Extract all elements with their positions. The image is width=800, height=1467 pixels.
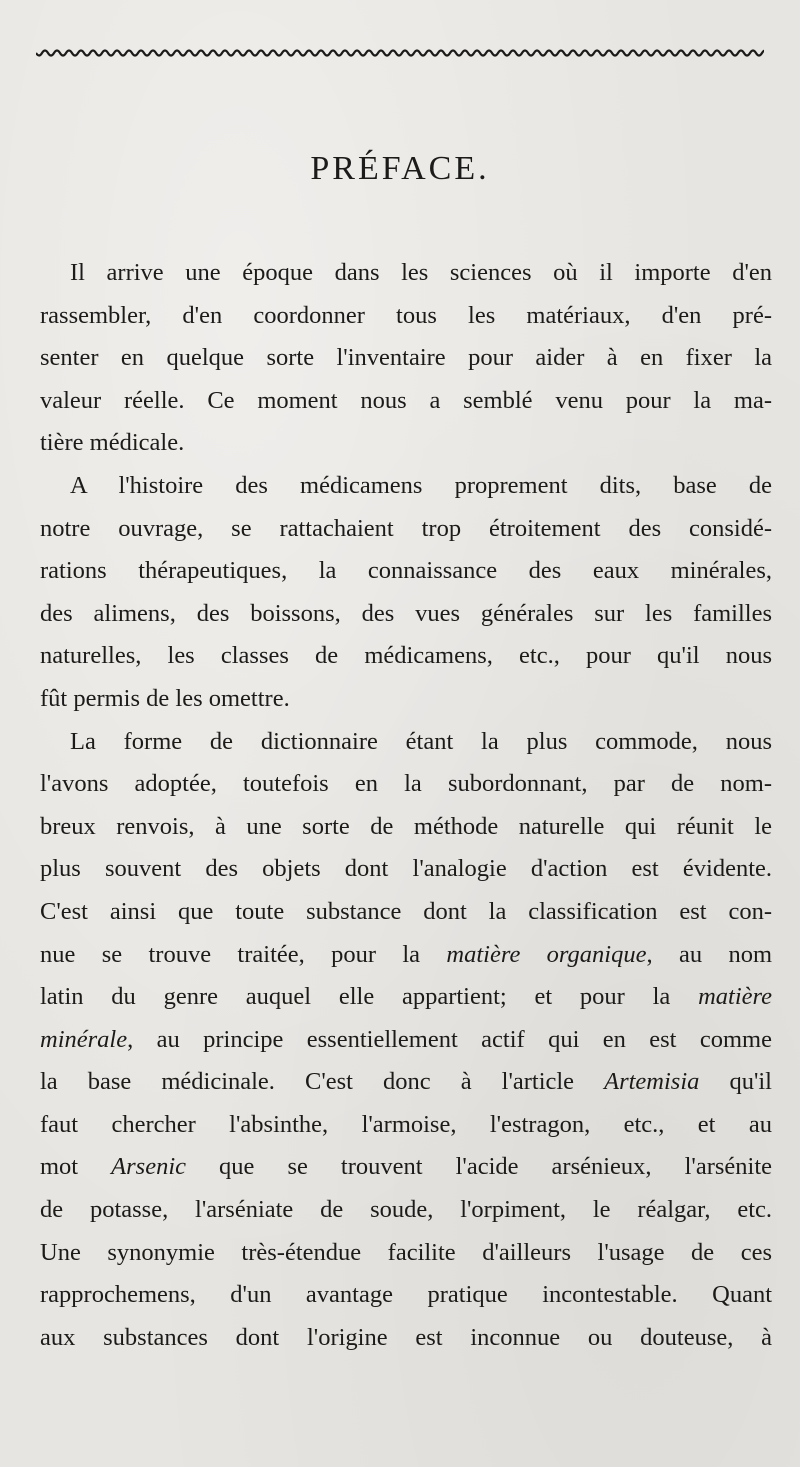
page-title: PRÉFACE. — [310, 150, 490, 187]
text-segment: , au principe essentiellement actif qui en est comme — [127, 1025, 772, 1053]
text-line: tière médicale. — [40, 429, 185, 457]
text-line: faut chercher l'absinthe, l'armoise, l'estragon, etc., et au — [40, 1110, 772, 1138]
text-line: A l'histoire des médicamens proprement dits, base de — [70, 471, 772, 499]
text-segment: , au nom — [646, 940, 773, 968]
text-line: rations thérapeutiques, la connaissance des eaux minérales, — [40, 557, 772, 585]
text-line: des alimens, des boissons, des vues générales sur les familles — [40, 599, 772, 627]
text-line — [40, 1019, 772, 1062]
text-line: naturelles, les classes de médicamens, etc., pour qu'il nous — [40, 642, 772, 670]
text-segment: qu'il — [699, 1068, 772, 1096]
text-line: plus souvent des objets dont l'analogie d'action est évidente. — [40, 855, 772, 883]
decorative-wavy-rule — [36, 44, 764, 62]
text-line — [40, 934, 772, 977]
text-line: fût permis de les omettre. — [40, 684, 290, 712]
text-line: senter en quelque sorte l'inventaire pour aider à en fixer la — [40, 344, 772, 372]
italic-term: minérale — [40, 1025, 128, 1053]
text-line: de potasse, l'arséniate de soude, l'orpiment, le réalgar, etc. — [40, 1196, 772, 1224]
text-line: rapprochemens, d'un avantage pratique incontestable. Quant — [40, 1281, 772, 1309]
text-line: rassembler, d'en coordonner tous les matériaux, d'en pré- — [40, 301, 772, 329]
text-segment: mot — [40, 1153, 79, 1181]
italic-term: matière organique — [446, 940, 647, 968]
text-line: Il arrive une époque dans les sciences où il importe d'en — [70, 259, 772, 286]
text-line — [40, 1146, 772, 1189]
text-line: C'est ainsi que toute substance dont la classification est con- — [40, 897, 772, 925]
text-line: notre ouvrage, se rattachaient trop étroitement des considé- — [40, 514, 772, 542]
text-line: La forme de dictionnaire étant la plus commode, nous — [70, 727, 772, 755]
text-line: valeur réelle. Ce moment nous a semblé venu pour la ma- — [40, 386, 772, 414]
text-segment: nue se trouve traitée, pour la — [40, 940, 421, 968]
text-segment: latin du genre auquel elle appartient; et pour la — [40, 983, 671, 1011]
text-segment: la base médicinale. C'est donc à l'article — [40, 1068, 575, 1096]
italic-term: Artemisia — [604, 1068, 700, 1096]
text-line: Une synonymie très-étendue facilite d'ailleurs l'usage de ces — [40, 1238, 772, 1266]
text-line — [40, 976, 772, 1019]
italic-term: matière — [698, 983, 773, 1011]
text-segment: que se trouvent l'acide arsénieux, l'arsénite — [186, 1153, 772, 1181]
text-line — [40, 1061, 772, 1104]
text-line: breux renvois, à une sorte de méthode naturelle qui réunit le — [40, 812, 772, 840]
italic-term: Arsenic — [111, 1153, 187, 1181]
preface-text — [40, 252, 772, 1359]
text-line: l'avons adoptée, toutefois en la subordonnant, par de nom- — [40, 770, 772, 798]
text-line: aux substances dont l'origine est inconnue ou douteuse, à — [40, 1323, 772, 1351]
